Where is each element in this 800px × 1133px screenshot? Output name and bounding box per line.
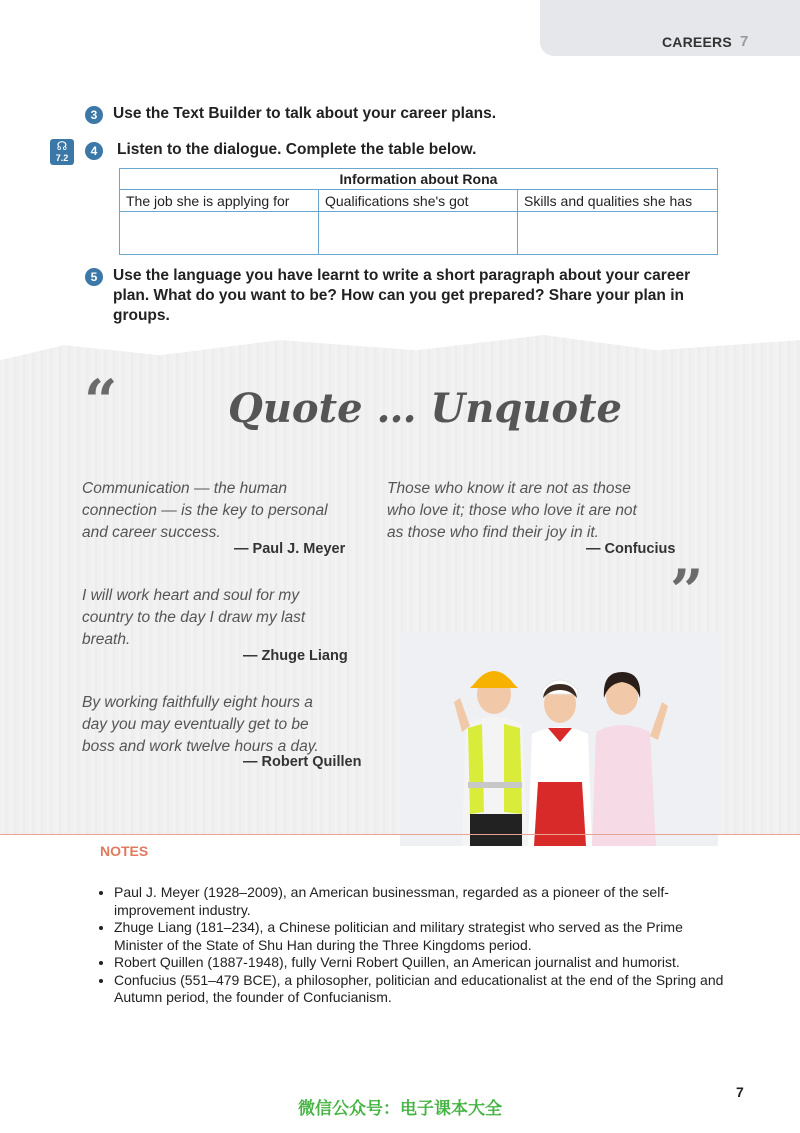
quote-author: — Paul J. Meyer bbox=[234, 541, 346, 557]
table-column-header: Qualifications she's got bbox=[319, 190, 518, 212]
quote-author: — Confucius bbox=[586, 541, 676, 557]
quote-text bbox=[82, 585, 305, 651]
quote-line: breath. bbox=[82, 631, 131, 648]
close-quote-mark: ” bbox=[670, 557, 704, 625]
task-4-instruction: Listen to the dialogue. Complete the table below. bbox=[117, 141, 477, 158]
task-3-instruction: Use the Text Builder to talk about your career plans. bbox=[113, 105, 497, 122]
task-5-line: plan. What do you want to be? How can you get prepared? Share your plan in bbox=[113, 287, 684, 304]
note-item: • Paul J. Meyer (1928–2009), an American businessman, regarded as a pioneer of the self-improvement industry. bbox=[114, 884, 734, 919]
note-item: • Robert Quillen (1887-1948), fully Verni Robert Quillen, an American journalist and humorist. bbox=[114, 954, 734, 972]
table-title: Information about Rona bbox=[120, 169, 718, 190]
task-5-line: groups. bbox=[113, 307, 170, 324]
headphones-icon: ☊ bbox=[56, 139, 68, 153]
notes-divider bbox=[0, 834, 800, 835]
quote-line: I will work heart and soul for my bbox=[82, 587, 300, 604]
task-5-line: Use the language you have learnt to write a short paragraph about your career bbox=[113, 267, 691, 284]
quote-line: connection — is the key to personal bbox=[82, 502, 328, 519]
info-table bbox=[119, 168, 718, 255]
quote-author: — Robert Quillen bbox=[243, 754, 362, 770]
answer-cell-qualifications[interactable] bbox=[319, 212, 518, 255]
quote-text bbox=[82, 478, 328, 544]
quote-author: — Zhuge Liang bbox=[243, 648, 348, 664]
table-column-header: Skills and qualities she has bbox=[518, 190, 718, 212]
section-label: CAREERS bbox=[662, 34, 732, 50]
audio-track-number: 7.2 bbox=[55, 153, 69, 163]
quote-line: By working faithfully eight hours a bbox=[82, 694, 313, 711]
quote-line: Those who know it are not as those bbox=[387, 480, 631, 497]
note-item: • Confucius (551–479 BCE), a philosopher, politician and educationalist at the end of the Spring and Autumn period, the founder of Confucianism. bbox=[114, 972, 734, 1007]
page-number: 7 bbox=[736, 1084, 744, 1100]
answer-cell-skills[interactable] bbox=[518, 212, 718, 255]
task-number-badge: 3 bbox=[85, 106, 103, 124]
workers-photo bbox=[400, 632, 718, 846]
workers-illustration bbox=[400, 632, 718, 846]
quote-line: day you may eventually get to be bbox=[82, 716, 309, 733]
quote-line: who love it; those who love it are not bbox=[387, 502, 637, 519]
quote-line: boss and work twelve hours a day. bbox=[82, 738, 319, 755]
audio-track-button[interactable] bbox=[50, 139, 74, 165]
note-item: • Zhuge Liang (181–234), a Chinese politician and military strategist who served as the Prime Minister of the State of Shu Han during the Three Kingdoms period. bbox=[114, 919, 734, 954]
quote-line: country to the day I draw my last bbox=[82, 609, 306, 626]
notes-title: NOTES bbox=[100, 843, 149, 859]
notes-list bbox=[100, 884, 734, 1007]
wechat-footer-text: 微信公众号：电子课本大全 bbox=[298, 1099, 502, 1118]
quote-text bbox=[82, 692, 319, 758]
task-number-badge: 4 bbox=[85, 142, 103, 160]
task-5-instruction bbox=[113, 266, 690, 326]
answer-cell-job[interactable] bbox=[120, 212, 319, 255]
table-column-header: The job she is applying for bbox=[120, 190, 319, 212]
quote-section-title: Quote … Unquote bbox=[227, 385, 622, 432]
header-page-number: 7 bbox=[740, 33, 749, 50]
quote-line: and career success. bbox=[82, 524, 221, 541]
quote-text bbox=[387, 478, 637, 544]
task-number-badge: 5 bbox=[85, 268, 103, 286]
quote-line: as those who find their joy in it. bbox=[387, 524, 599, 541]
quote-line: Communication — the human bbox=[82, 480, 288, 497]
open-quote-mark: “ bbox=[84, 367, 118, 435]
